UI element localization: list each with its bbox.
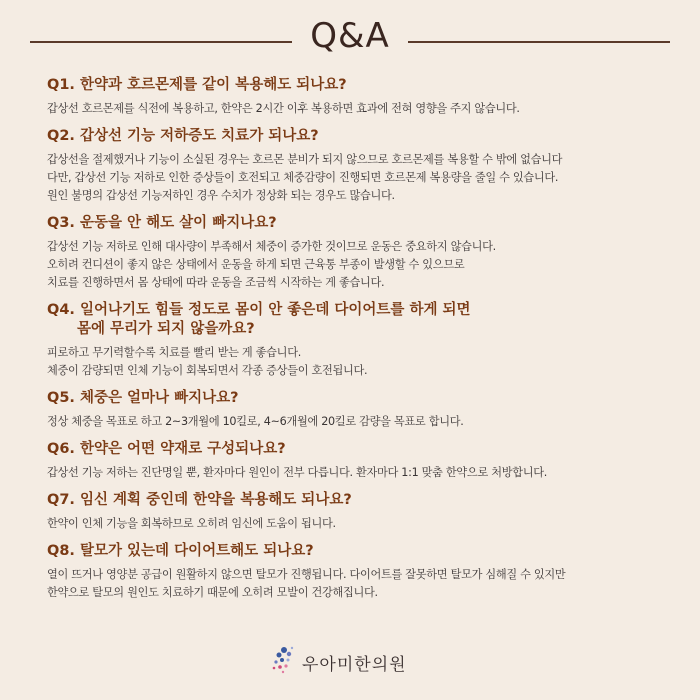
clinic-name: 우아미한의원 (302, 655, 407, 675)
page-title: Q&A (310, 16, 390, 56)
answer-line: 원인 불명의 갑상선 기능저하인 경우 수치가 정상화 되는 경우도 많습니다. (47, 189, 395, 202)
answer-line: 오히려 컨디션이 좋지 않은 상태에서 운동을 하게 되면 근육통 부종이 발생할 수 있으므로 (47, 258, 465, 271)
qa-item (47, 214, 667, 301)
answer-line: 갑상선 기능 저하로 인해 대사량이 부족해서 체중이 증가한 것이므로 운동은 중요하지 않습니다. (47, 240, 496, 253)
answer (47, 413, 667, 431)
question-line: Q2. 갑상선 기능 저하증도 치료가 되나요? (47, 128, 319, 144)
answer (47, 515, 667, 533)
spacer (47, 482, 667, 491)
spacer (47, 431, 667, 440)
qa-item (47, 301, 667, 389)
qa-item (47, 440, 667, 491)
answer-line: 갑상선 기능 저하는 진단명일 뿐, 환자마다 원인이 전부 다릅니다. 환자마다 1:1 맞춤 한약으로 처방합니다. (47, 466, 547, 479)
flower-icon (270, 640, 306, 680)
answer-line: 피로하고 무기력할수록 치료를 빨리 받는 게 좋습니다. (47, 346, 301, 359)
answer (47, 464, 667, 482)
spacer (47, 118, 667, 127)
question-line: Q1. 한약과 호르몬제를 같이 복용해도 되나요? (47, 77, 347, 93)
spacer (47, 205, 667, 214)
question (47, 301, 667, 339)
question (47, 542, 667, 561)
question-line: Q3. 운동을 안 해도 살이 빠지나요? (47, 215, 277, 231)
qa-list (47, 76, 667, 602)
answer-line: 치료를 진행하면서 몸 상태에 따라 운동을 조금씩 시작하는 게 좋습니다. (47, 276, 385, 289)
answer-line: 다만, 갑상선 기능 저하로 인한 증상들이 호전되고 체중감량이 진행되면 호르몬제 복용량을 줄일 수 있습니다. (47, 171, 559, 184)
spacer (47, 533, 667, 542)
qa-item (47, 491, 667, 542)
question (47, 214, 667, 233)
qa-item (47, 76, 667, 127)
clinic-logo (270, 640, 440, 680)
qa-item (47, 542, 667, 602)
spacer (47, 292, 667, 301)
header-rule-left (30, 41, 292, 43)
answer-line: 한약으로 탈모의 원인도 치료하기 때문에 오히려 모발이 건강해집니다. (47, 586, 378, 599)
question (47, 440, 667, 459)
qa-item (47, 127, 667, 214)
answer-line: 갑상선을 절제했거나 기능이 소실된 경우는 호르몬 분비가 되지 않으므로 호르몬제를 복용할 수 밖에 없습니다 (47, 153, 563, 166)
answer (47, 151, 667, 205)
answer-line: 정상 체중을 목표로 하고 2~3개월에 10킬로, 4~6개월에 20킬로 감량을 목표로 합니다. (47, 415, 464, 428)
question (47, 389, 667, 408)
question (47, 127, 667, 146)
answer-line: 열이 뜨거나 영양분 공급이 원활하지 않으면 탈모가 진행됩니다. 다이어트를 잘못하면 탈모가 심해질 수 있지만 (47, 568, 566, 581)
question-line: Q8. 탈모가 있는데 다이어트해도 되나요? (47, 543, 314, 559)
header (0, 14, 700, 70)
answer-line: 체중이 감량되면 인체 기능이 회복되면서 각종 증상들이 호전됩니다. (47, 364, 368, 377)
spacer (47, 380, 667, 389)
answer-line: 한약이 인체 기능을 회복하므로 오히려 임신에 도움이 됩니다. (47, 517, 336, 530)
answer (47, 100, 667, 118)
qa-item (47, 389, 667, 440)
question-line: Q5. 체중은 얼마나 빠지나요? (47, 390, 239, 406)
answer (47, 566, 667, 602)
question-line: Q6. 한약은 어떤 약재로 구성되나요? (47, 441, 286, 457)
answer-line: 갑상선 호르몬제를 식전에 복용하고, 한약은 2시간 이후 복용하면 효과에 전혀 영향을 주지 않습니다. (47, 102, 520, 115)
header-rule-right (408, 41, 670, 43)
question (47, 76, 667, 95)
question (47, 491, 667, 510)
answer (47, 344, 667, 380)
question-line: Q4. 일어나기도 힘들 정도로 몸이 안 좋은데 다이어트를 하게 되면 (47, 302, 471, 318)
question-line: Q7. 임신 계획 중인데 한약을 복용해도 되나요? (47, 492, 352, 508)
question-line: 몸에 무리가 되지 않을까요? (77, 321, 255, 337)
answer (47, 238, 667, 292)
